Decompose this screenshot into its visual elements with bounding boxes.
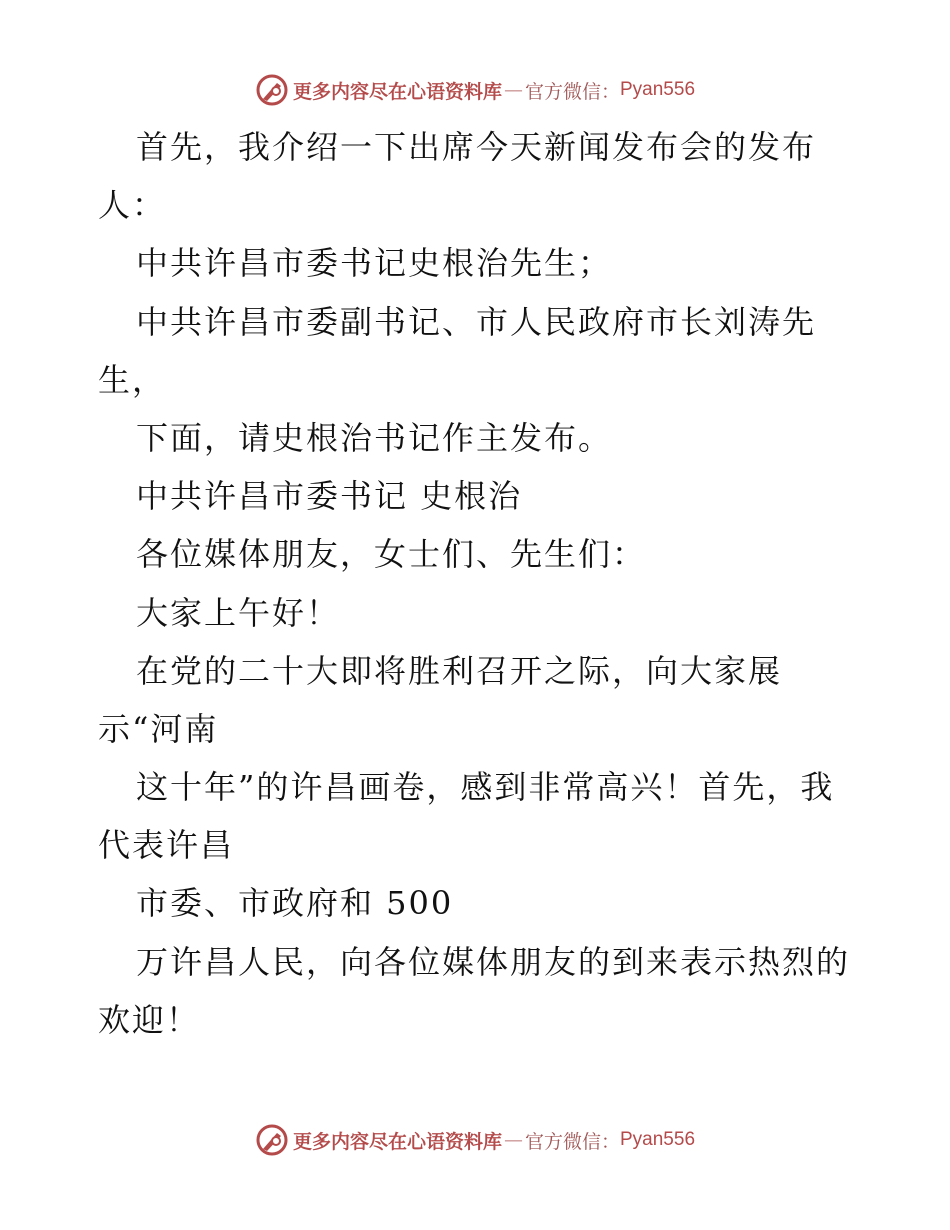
banner-wechat-label: 官方微信： bbox=[524, 1130, 620, 1153]
banner-wechat-id: Pyan556 bbox=[620, 79, 696, 100]
pen-logo-icon bbox=[255, 1123, 289, 1157]
text-line: 中共许昌市委书记史根治先生； bbox=[136, 244, 613, 283]
text-line: 市委、市政府和 500 bbox=[136, 884, 454, 923]
header-banner bbox=[0, 70, 950, 110]
banner-main-text: 更多内容尽在心语资料库 bbox=[292, 1130, 502, 1153]
text-line: 生， bbox=[98, 360, 167, 399]
banner-wechat-label: 官方微信： bbox=[524, 80, 620, 103]
text-line: 各位媒体朋友，女士们、先生们： bbox=[136, 535, 647, 574]
text-line: 万许昌人民，向各位媒体朋友的到来表示热烈的 bbox=[136, 942, 851, 981]
text-line: 大家上午好！ bbox=[136, 593, 341, 632]
text-line: 人： bbox=[98, 186, 167, 225]
text-line: 中共许昌市委副书记、市人民政府市长刘涛先 bbox=[136, 302, 817, 341]
text-line: 这十年”的许昌画卷，感到非常高兴！首先，我 bbox=[136, 768, 835, 807]
text-line: 欢迎！ bbox=[98, 1000, 201, 1039]
text-line: 在党的二十大即将胜利召开之际，向大家展 bbox=[136, 651, 783, 690]
pen-logo-icon bbox=[255, 73, 289, 107]
banner-main-text: 更多内容尽在心语资料库 bbox=[292, 80, 502, 103]
text-line: 中共许昌市委书记 史根治 bbox=[136, 477, 523, 516]
text-line: 下面，请史根治书记作主发布。 bbox=[136, 418, 613, 457]
text-line: 代表许昌 bbox=[98, 826, 235, 865]
banner-separator: — bbox=[503, 1129, 523, 1151]
text-line: 首先，我介绍一下出席今天新闻发布会的发布 bbox=[136, 128, 817, 166]
text-line: 示“河南 bbox=[98, 709, 219, 748]
banner-wechat-id: Pyan556 bbox=[620, 1129, 696, 1150]
banner-separator: — bbox=[503, 79, 523, 101]
document-body bbox=[98, 118, 868, 1049]
footer-banner bbox=[0, 1120, 950, 1160]
